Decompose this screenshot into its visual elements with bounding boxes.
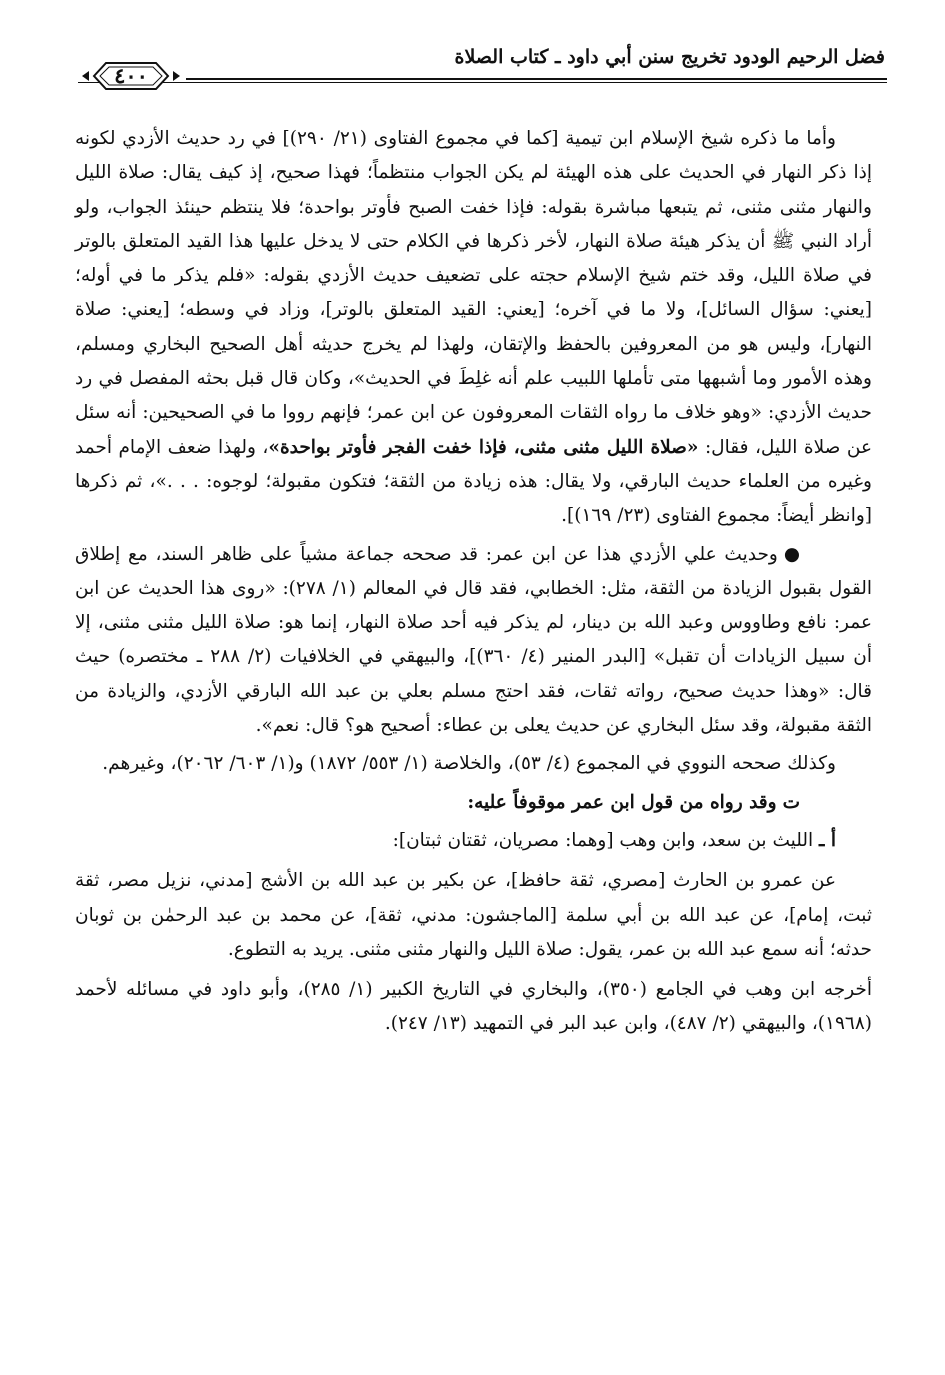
header-rule — [78, 78, 887, 80]
chain-label-text: الليث بن سعد، وابن وهب [وهما: مصريان، ثقتان ثبتان]: — [392, 829, 814, 851]
paragraph-1-text: وأما ما ذكره شيخ الإسلام ابن تيمية [كما في مجموع الفتاوى (٢١/ ٢٩٠)] في رد حديث الأزدي لكونه إذا ذكر النهار في الحديث على هذه الهيئة لم يكن الجواب منتظماً؛ فهذا صحيح، إذ كيف يقال: صلاة الليل والنهار مثنى مثنى، ثم يتبعها مباشرة بقوله: فإذا خفت الصبح فأوتر بواحدة؛ فلا ينتظم حينئذ الجواب، ولو أراد النبي ﷺ أن يذكر هيئة صلاة النهار، لأخر ذكرها في الكلام حتى لا يدخل عليها هذا القيد المتعلق بالوتر في صلاة الليل، وقد ختم شيخ الإسلام حجته على تضعيف حديث الأزدي بقوله: «فلم يذكر ما في أوله؛ [يعني: سؤال السائل]، ولا ما في آخره؛ [يعني: القيد المتعلق بالوتر]، وزاد في وسطه؛ [يعني: صلاة النهار]، وليس هو من المعروفين بالحفظ والإتقان، ولهذا لم يخرج حديثه أهل الصحيح البخاري ومسلم، وهذه الأمور وما أشبهها متى تأملها اللبيب علم أنه غلِطَ في الحديث»، وكان قال قبل بحثه المفصل في رد حديث الأزدي: «وهو خلاف ما رواه الثقات المعروفون عن ابن عمر؛ فإنهم رووا ما في الصحيحين: أنه سئل عن صلاة الليل، فقال: — [75, 128, 872, 458]
body-text — [75, 122, 872, 1042]
quoted-hadith-bold: «صلاة الليل مثنى مثنى، فإذا خفت الفجر فأوتر بواحدة» — [268, 436, 699, 458]
bullet-dot-icon: ● — [783, 543, 800, 565]
header-rule-thin — [78, 82, 887, 83]
section-marker-icon: ت — [782, 791, 800, 813]
chain-label-line — [75, 824, 872, 858]
paragraph-5-text: أخرجه ابن وهب في الجامع (٣٥٠)، والبخاري في التاريخ الكبير (١/ ٢٨٥)، وأبو داود في مسائله لأحمد (١٩٦٨)، والبيهقي (٢/ ٤٨٧)، وابن عبد البر في التمهيد (١٣/ ٢٤٧). — [75, 979, 872, 1035]
section-heading — [75, 786, 872, 820]
paragraph-3-text: وكذلك صححه النووي في المجموع (٤/ ٥٣)، والخلاصة (١/ ٥٥٣/ ١٨٧٢) و(١/ ٦٠٣/ ٢٠٦٢)، وغيرهم. — [102, 753, 836, 775]
paragraph-2-text: وحديث علي الأزدي هذا عن ابن عمر: قد صححه جماعة مشياً على ظاهر السند، مع إطلاق القول بقبول الزيادة من الثقة، مثل: الخطابي، فقد قال في المعالم (١/ ٢٧٨): «روى هذا الحديث عن ابن عمر: نافع وطاووس وعبد الله بن دينار، لم يذكر فيه أحد صلاة النهار، إنما هو: صلاة الليل مثنى مثنى، إلا أن سبيل الزيادات أن تقبل» [البدر المنير (٤/ ٣٦٠)]، والبيهقي في الخلافيات (٢/ ٢٨٨ ـ مختصره) حيث قال: «وهذا حديث صحيح، رواته ثقات، فقد احتج مسلم بعلي بن عبد الله البارقي الأزدي، والزيادة من الثقة مقبولة، وقد سئل البخاري عن حديث يعلى بن عطاء: أصحيح هو؟ قال: نعم». — [75, 543, 873, 737]
paragraph-3 — [75, 747, 872, 781]
paragraph-5 — [75, 973, 872, 1042]
chain-label: أ ـ — [818, 829, 836, 851]
paragraph-1 — [75, 122, 872, 534]
running-title: فضل الرحيم الودود تخريج سنن أبي داود ـ كتاب الصلاة — [454, 46, 885, 68]
page-number: ٤٠٠ — [114, 63, 148, 88]
paragraph-1-continuation: ، ولهذا ضعف الإمام أحمد وغيره من العلماء حديث البارقي، ولا يقال: هذه زيادة من الثقة؛ فتكون مقبولة؛ لوجوه: . . .»، ثم ذكرها [وانظر أيضاً: مجموع الفتاوى (٢٣/ ١٦٩)]. — [75, 436, 872, 527]
section-heading-text: وقد رواه من قول ابن عمر موقوفاً عليه: — [467, 791, 777, 813]
page-number-frame — [76, 60, 186, 92]
paragraph-2 — [75, 538, 872, 744]
paragraph-4 — [75, 864, 872, 967]
paragraph-4-text: عن عمرو بن الحارث [مصري، ثقة حافظ]، عن بكير بن عبد الله بن الأشج [مدني، نزيل مصر، ثقة ثبت، إمام]، عن عبد الله بن أبي سلمة [الماجشون: مدني، ثقة]، عن محمد بن عبد الرحمٰن بن ثوبان حدثه؛ أنه سمع عبد الله بن عمر، يقول: صلاة الليل والنهار مثنى مثنى. يريد به التطوع. — [75, 870, 872, 960]
